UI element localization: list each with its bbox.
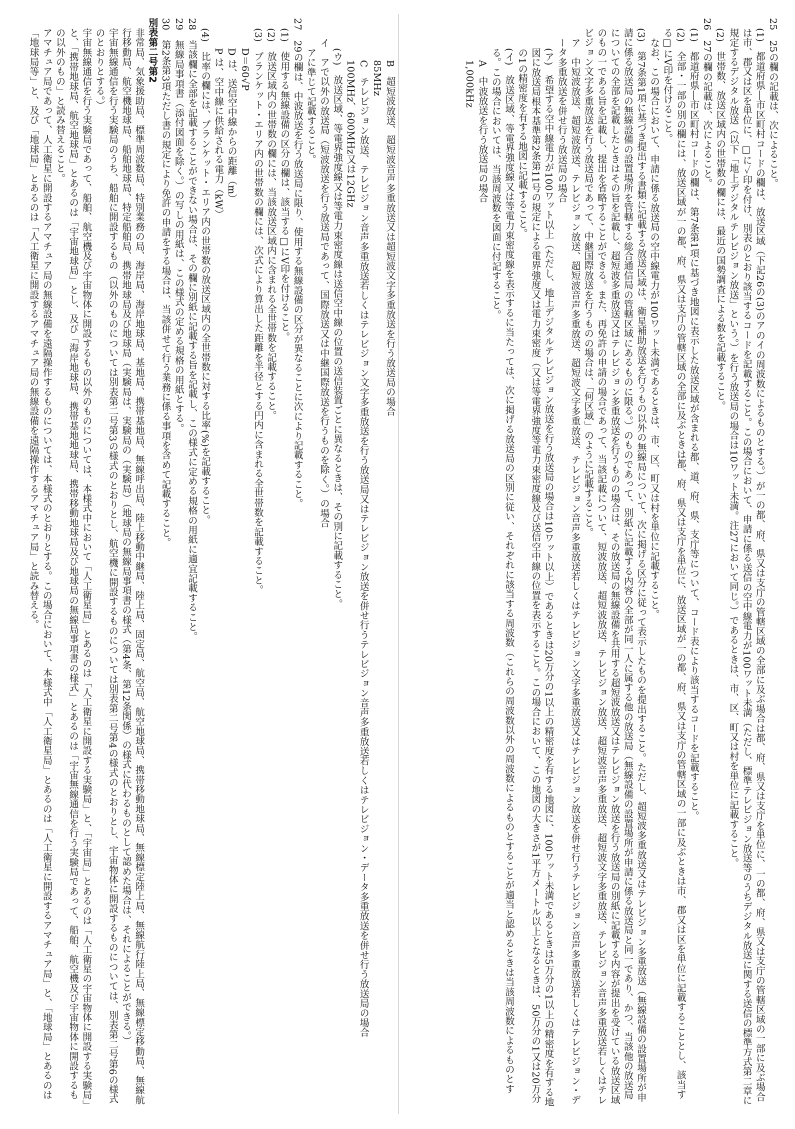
- paragraph: (2) 世帯数、放送区域内の世帯数の欄には、最近の国勢調査による数を記載すること。: [714, 28, 726, 411]
- paragraph: なお、この場合において、申請に係る放送局の空中線電力が100ワット未満であるときは、市、区、町又は村を単位に記載すること。: [648, 38, 660, 620]
- paragraph: (ウ) 放送区域、等電界強度線又は等電力束密度線は送信空中線の位置の送信装置ごとに異なるときは、その別に記載すること。: [331, 48, 343, 609]
- paragraph: D＝60√P: [238, 48, 250, 91]
- paragraph: ア 中短波放送、超短波放送、テレビジョン放送、超短波音声多重放送、超短波文字多重放送、テレビジョン音声多重放送若しくはテレビジョン文字多重放送又はテレビジョン放送を併せ行うテレビジョン音声多重放送若しくはテレビジョン・データ多重放送を併せ行う放送局の場合: [555, 38, 580, 1105]
- paragraph: 26 27の欄の記載は、次によること。: [700, 18, 712, 189]
- paragraph: アに準じて記載すること。: [304, 48, 316, 165]
- paragraph: 85MHz: [370, 60, 382, 97]
- paragraph: (2) 全部・一部の別の欄には、放送区域が一の都、府、県又は支庁の管轄区域の全部に及ぶときは都、府、県又は支庁を単位に、放送区域が一の都、府、県又は支庁の管轄区域の一部に及ぶときは市、郡又は区を単位に記載することとし、該当する□にV印を付けること。: [661, 28, 686, 1100]
- paragraph: 30 第2条第3項ただし書の規定により免許の申請をする場合は、当該併せて行う業務に係る事項を含めて記載すること。: [159, 18, 171, 548]
- paragraph: D は、送信空中線からの距離（m）: [225, 48, 237, 205]
- paragraph: (ア) 希望する空中線電力が100ワット以上（ただし、地上デジタルテレビジョン放送を行う放送局の場合は10ワット以上）であるときは20万分の1以上の精密度を有する地図に、100ワット未満であるときは5万分の1以上の精密度を有する地図に放送局根本基準第2条第11号の規定による電界強度又は電力束密度（又は等電界強度等電力束密度線及び送信空中線の位置を表示すること。この場合において、この地図の大きさが1平方メートル以上となるときは、50万分の1又は20万分の1の精密度を有する地図に記載すること。: [516, 48, 554, 1107]
- column-divider: [398, 14, 399, 1114]
- paragraph: (2) 放送区域内の世帯数の欄には、当該放送区域内に含まれる全世帯数を記載すること。: [265, 28, 277, 421]
- paragraph: (1) 都道府県―市区町村コードの欄は、第7条第1項に基づき地図に表示した放送区域が含まれる都、道、府、県、支庁等について、コード表により該当するコードを記載すること。: [687, 28, 699, 821]
- left-text-column: [14, 18, 396, 1108]
- paragraph: 27 29の欄は、中波放送を行う放送局に限り、使用する無線設備の区分が異なることに次により記載すること。: [291, 18, 303, 509]
- paragraph: 28 当該欄に全部を記載することができない場合は、その欄に別紙に記載する旨を記載し、この様式に定める規格の用紙に適宜記載すること。: [185, 18, 197, 642]
- paragraph: 非常局、気象援助局、標準周波数局、特別業務の局、海岸局、海岸地球局、基地局、携帯基地局、無線呼出局、陸上移動中継局、陸上局、固定局、航空局、航空地球局、携帯移動地球局、無線標定陸上局、無線航行陸上局、無線標定移動局、無線航行移動局、航空機地球局、船舶地球局、特定船舶局、携帯地球局及び地球局（実験局は、実験局の（実験局）（地球局の無線局事項書の様式（第4条、第12条関係）の様式に代わるものとして認めた場合は、それによることができる。）: [119, 28, 145, 1105]
- paragraph: 100MHz、600MHz又は12GHz: [344, 60, 356, 208]
- paragraph: 29 無線局事項書（添付図面を除く。）の写しの用紙は、この様式の定める規格の用紙とする。: [172, 18, 184, 434]
- paragraph: (イ) 放送区域、等電界強度線又は等電力束密度線を表示するに当たっては、次に掲げる放送局の区別に従い、それぞれに該当する周波数（これらの周波数以外の周波数によるものとすることが適当と認めるときは当該周波数によるものとする。この場合においては、当該周波数を図面に付記すること。: [489, 48, 514, 1094]
- paragraph: (4) 比率の欄には、ブランケット・エリア内の世帯数の放送区域内の全世帯数に対する比率(%)を記載すること。: [199, 28, 211, 525]
- paragraph: B 超短波放送、超短波音声多重放送又は超短波文字多重放送を行う放送局の場合: [384, 60, 395, 417]
- paragraph: P は、空中線に供給される電力（kW）: [212, 48, 224, 220]
- paragraph: 1,000kHz: [463, 60, 475, 108]
- paragraph: 宇宙無線通信を行う実験局であって、船舶、航空機及び宇宙物体に開設するもの以外のものについては、本様式中において「人工衛星局」とあるのは「人工衛星に開設する実験局」と、「宇宙局」とあるのは「人工衛星の宇宙物体に開設する実験局」と、「携帯地球局、航空地球局」とあるのは「宇宙地球局」とし、及び「海岸地球局、携帯基地地球局、携帯移動地球局及び地球局の無線局事項書の様式」とあるのは「宇宙無線通信を行う実験局であって、船舶、航空機及び宇宙物体に開設するもの以外のもの」と読み替えること。: [53, 28, 92, 1105]
- paragraph: 別表第二号第2: [146, 18, 158, 84]
- right-text-column: [409, 18, 779, 1108]
- paragraph: アマチュア局であって、人工衛星に開設するアマチュア局の無線設備を遠隔操作するものについては、本様式のとおりとする。この場合において、本様式中「人工衛星局」とあるのは「人工衛星に開設するアマチュア局」と、「地球局」とあるのは「地球局等」と、及び「地球局」とあるのは「人工衛星に開設するアマチュア局の無線設備を遠隔操作するアマチュア局」と読み替える。: [27, 28, 52, 1100]
- paragraph: (3) ブランケット・エリア内の世帯数の欄には、次式により算出した距離を半径とする円内に含まれる全世帯数を記載すること。: [251, 28, 263, 595]
- paragraph: イ アで以外の放送局（短波放送を行う放送局であって、国際放送又は中継国際放送を行うものを除く。）の場合: [317, 38, 329, 528]
- paragraph: A 中波放送を行う放送局の場合: [476, 60, 488, 203]
- paragraph: C テレビジョン放送、テレビジョン音声多重放送若しくはテレビジョン文字多重放送を行う放送局又はテレビジョン放送を併せ行うテレビジョン音声多重放送若しくはテレビジョン・データ多重放送を併せ行う放送局の場合: [357, 60, 369, 1038]
- paragraph: 宇宙無線通信を行う実験局のうち、船舶に開設するもの（以外のものについては別表第二号第3の様式のとおりとし、航空機に開設するものについては別表第二号第4の様式のとおりとし、宇宙物体に開設するものについては、別表第二号第6の様式のとおりとする。）: [93, 28, 118, 1105]
- paragraph: (3) 第7条第1項に基づき提出する書類に記載する放送区域は、衛星補助放送を行うもの以外の無線局について、次に掲げる区分に従って表示したものを提出すること。ただし、超短波多重放送又はテレビジョン多重放送（無線設備の設置場所が申請に係る放送局の無線設備の設置場所を管轄する総合通信局の管轄区域にあるものに限る。）のものであって、別紙に記載する内容の全部が同一人に属する他の放送局（無線設備の設置場所が申請に係る放送局と同一であり、かつ、当該他の放送局についての全部を記載したときはその旨を記載し、超短波多重放送又はテレビジョン多重放送を行うものの場合は、その放送局の無線設備を共用する超短波放送又はテレビジョン放送を行う放送局の別紙に記載する内容が提出を受けている放送区域のもの一である旨を記載し、提出を省略することができる。また、再免許の申請の場合であって、当該記載について、短波放送、超短波放送、テレビジョン放送、超短波音声多重放送、超短波文字多重放送、テレビジョン音声多重放送若しくはテレビジョン文字多重放送を行う放送局であって、中継国際放送を行うものの場合は、「何区域」のように記載すること。: [582, 28, 646, 1105]
- paragraph: (1) 都道府県―市区町村コードの欄は、放送区域（下記26の(3)のアのイの周波数によるものとする。）が一の都、府、県又は支庁の管轄区域の全部に及ぶ場合は都、府、県又は支庁を単位に、一の都、府、県又は支庁の管轄区域の一部に及ぶ場合は市、郡又は区を単位に、□に✓印を付け、別表のとおり該当するコードを記載すること。この場合において、申請に係る送信の空中線電力が100ワット未満（ただし、標準テレビジョン放送等のうちデジタル放送に関する送信の標準方式第二章に規定するデジタル放送（以下「地上デジタルテレビジョン放送」という。）を行う放送局の場合は10ワット未満。注27において同じ。）であるときは、市、区、町又は村を単位に記載すること。: [727, 28, 765, 1106]
- paragraph: 25 25の欄の記載は、次によること。: [767, 18, 778, 189]
- paragraph: (1) 使用する無線設備の区分の欄は、該当する□にV印を付けること。: [278, 28, 290, 342]
